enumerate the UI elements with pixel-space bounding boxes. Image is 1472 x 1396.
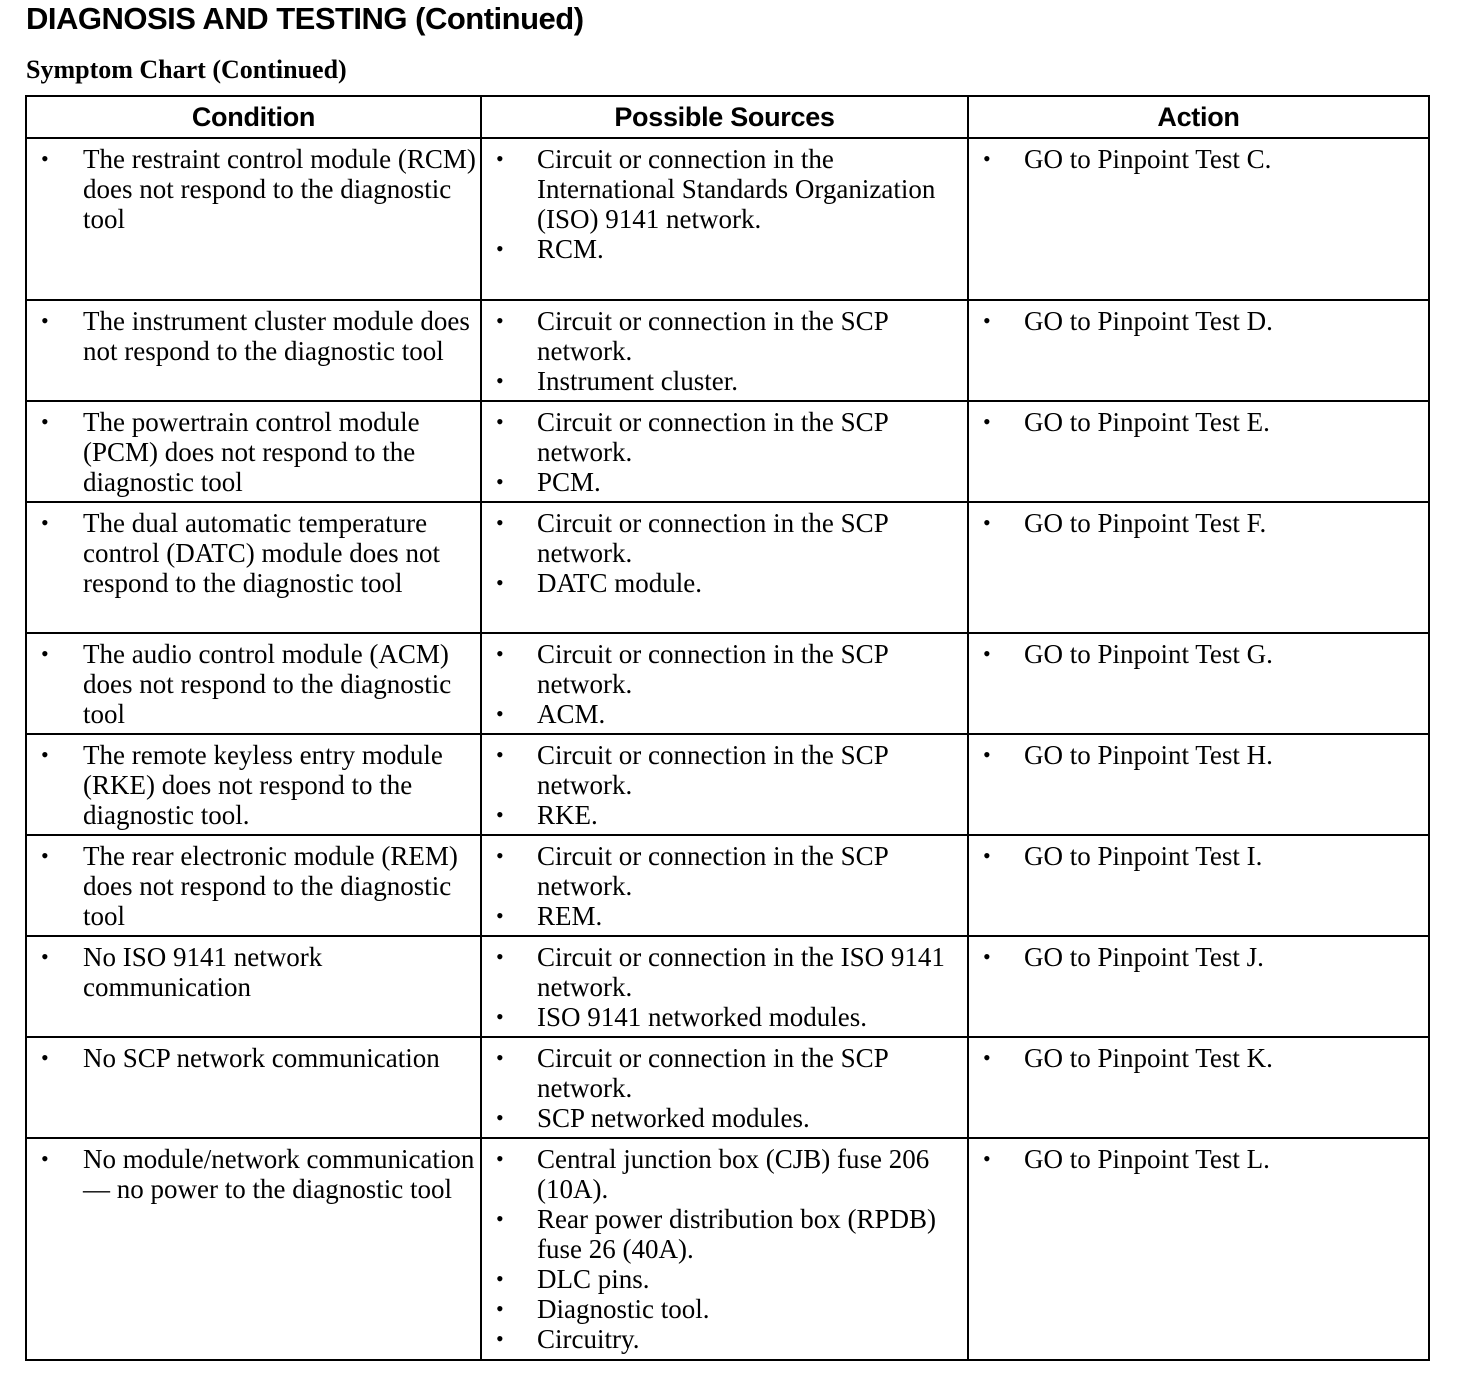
possible-source-item <box>482 1324 967 1354</box>
bullet-icon: • <box>983 641 991 666</box>
condition-list <box>27 740 480 830</box>
possible-source-text: PCM. <box>537 467 601 497</box>
condition-text: The instrument cluster module does not respond to the diagnostic tool <box>83 306 470 366</box>
condition-item <box>27 639 480 729</box>
table-row <box>26 300 1429 401</box>
action-list <box>969 639 1428 669</box>
possible-source-text: Circuit or connection in the ISO 9141 network. <box>537 942 945 1002</box>
action-list <box>969 508 1428 538</box>
condition-list <box>27 942 480 1002</box>
possible-source-text: ACM. <box>537 699 606 729</box>
bullet-icon: • <box>496 701 504 726</box>
bullet-icon: • <box>496 236 504 261</box>
condition-text: The powertrain control module (PCM) does not respond to the diagnostic tool <box>83 407 420 497</box>
action-cell <box>968 1037 1429 1138</box>
bullet-icon: • <box>496 1296 504 1321</box>
table-row <box>26 502 1429 633</box>
action-item <box>969 306 1428 336</box>
action-item <box>969 1043 1428 1073</box>
possible-source-item <box>482 366 967 396</box>
possible-sources-cell <box>481 835 968 936</box>
possible-source-text: ISO 9141 networked modules. <box>537 1002 867 1032</box>
possible-sources-cell <box>481 734 968 835</box>
possible-source-item <box>482 467 967 497</box>
bullet-icon: • <box>983 510 991 535</box>
condition-text: The dual automatic temperature control (DATC) module does not respond to the diagnostic tool <box>83 508 440 598</box>
bullet-icon: • <box>496 843 504 868</box>
possible-source-text: SCP networked modules. <box>537 1103 810 1133</box>
action-list <box>969 1043 1428 1073</box>
action-cell <box>968 936 1429 1037</box>
bullet-icon: • <box>496 1146 504 1171</box>
condition-item <box>27 942 480 1002</box>
bullet-icon: • <box>983 944 991 969</box>
table-row <box>26 835 1429 936</box>
table-row <box>26 138 1429 300</box>
possible-source-text: RKE. <box>537 800 598 830</box>
action-cell <box>968 502 1429 633</box>
possible-sources-cell <box>481 300 968 401</box>
possible-source-item <box>482 508 967 568</box>
condition-cell <box>26 1138 481 1360</box>
action-item <box>969 841 1428 871</box>
possible-source-item <box>482 639 967 699</box>
possible-sources-list <box>482 639 967 729</box>
condition-cell <box>26 300 481 401</box>
bullet-icon: • <box>41 641 49 666</box>
possible-source-text: Diagnostic tool. <box>537 1294 710 1324</box>
table-row <box>26 633 1429 734</box>
condition-cell <box>26 138 481 300</box>
action-list <box>969 407 1428 437</box>
bullet-icon: • <box>496 742 504 767</box>
possible-source-item <box>482 1103 967 1133</box>
bullet-icon: • <box>496 469 504 494</box>
condition-text: The rear electronic module (REM) does not respond to the diagnostic tool <box>83 841 458 931</box>
possible-source-text: Instrument cluster. <box>537 366 738 396</box>
possible-sources-list <box>482 144 967 264</box>
action-text: GO to Pinpoint Test H. <box>1024 740 1273 770</box>
action-text: GO to Pinpoint Test L. <box>1024 1144 1270 1174</box>
possible-source-text: Circuit or connection in the SCP network. <box>537 407 888 467</box>
bullet-icon: • <box>983 308 991 333</box>
possible-source-item <box>482 740 967 800</box>
bullet-icon: • <box>496 570 504 595</box>
bullet-icon: • <box>496 368 504 393</box>
condition-list <box>27 1144 480 1204</box>
condition-list <box>27 144 480 234</box>
bullet-icon: • <box>983 1146 991 1171</box>
bullet-icon: • <box>983 843 991 868</box>
action-list <box>969 306 1428 336</box>
bullet-icon: • <box>41 409 49 434</box>
condition-item <box>27 1043 480 1073</box>
possible-source-text: REM. <box>537 901 603 931</box>
possible-source-item <box>482 942 967 1002</box>
possible-source-item <box>482 407 967 467</box>
possible-source-item <box>482 234 967 264</box>
condition-cell <box>26 1037 481 1138</box>
table-row <box>26 734 1429 835</box>
possible-source-text: Circuit or connection in the SCP network. <box>537 639 888 699</box>
condition-cell <box>26 835 481 936</box>
possible-source-item <box>482 699 967 729</box>
possible-source-text: Circuit or connection in the SCP network. <box>537 508 888 568</box>
possible-source-text: Circuitry. <box>537 1324 640 1354</box>
symptom-table <box>25 95 1430 1361</box>
bullet-icon: • <box>41 308 49 333</box>
condition-item <box>27 841 480 931</box>
possible-sources-cell <box>481 1037 968 1138</box>
possible-source-item <box>482 144 967 234</box>
action-text: GO to Pinpoint Test D. <box>1024 306 1273 336</box>
possible-source-item <box>482 1204 967 1264</box>
column-header-action: Action <box>968 96 1429 138</box>
condition-item <box>27 306 480 366</box>
action-item <box>969 508 1428 538</box>
possible-source-text: Circuit or connection in the SCP network. <box>537 740 888 800</box>
possible-sources-list <box>482 942 967 1032</box>
possible-source-item <box>482 841 967 901</box>
condition-list <box>27 306 480 366</box>
bullet-icon: • <box>496 1326 504 1351</box>
action-list <box>969 1144 1428 1174</box>
possible-source-text: RCM. <box>537 234 604 264</box>
bullet-icon: • <box>496 409 504 434</box>
action-item <box>969 1144 1428 1174</box>
possible-source-item <box>482 1294 967 1324</box>
possible-source-item <box>482 901 967 931</box>
bullet-icon: • <box>496 308 504 333</box>
possible-sources-cell <box>481 633 968 734</box>
action-item <box>969 942 1428 972</box>
action-cell <box>968 633 1429 734</box>
action-text: GO to Pinpoint Test K. <box>1024 1043 1273 1073</box>
bullet-icon: • <box>983 146 991 171</box>
condition-text: No module/network communication — no power to the diagnostic tool <box>83 1144 475 1204</box>
possible-sources-list <box>482 841 967 931</box>
possible-source-text: Circuit or connection in the SCP network. <box>537 841 888 901</box>
bullet-icon: • <box>496 641 504 666</box>
action-cell <box>968 300 1429 401</box>
action-text: GO to Pinpoint Test G. <box>1024 639 1273 669</box>
table-row <box>26 401 1429 502</box>
action-text: GO to Pinpoint Test I. <box>1024 841 1263 871</box>
bullet-icon: • <box>41 146 49 171</box>
action-text: GO to Pinpoint Test C. <box>1024 144 1272 174</box>
chart-title: Symptom Chart (Continued) <box>26 55 347 84</box>
condition-item <box>27 144 480 234</box>
condition-list <box>27 639 480 729</box>
possible-source-text: Circuit or connection in the SCP network. <box>537 1043 888 1103</box>
action-text: GO to Pinpoint Test E. <box>1024 407 1270 437</box>
possible-sources-cell <box>481 502 968 633</box>
bullet-icon: • <box>496 802 504 827</box>
action-cell <box>968 734 1429 835</box>
bullet-icon: • <box>983 1045 991 1070</box>
action-cell <box>968 1138 1429 1360</box>
possible-sources-cell <box>481 936 968 1037</box>
condition-text: The restraint control module (RCM) does not respond to the diagnostic tool <box>83 144 476 234</box>
possible-sources-cell <box>481 1138 968 1360</box>
possible-source-item <box>482 568 967 598</box>
bullet-icon: • <box>41 742 49 767</box>
condition-list <box>27 508 480 598</box>
condition-text: The remote keyless entry module (RKE) does not respond to the diagnostic tool. <box>83 740 443 830</box>
possible-source-text: Circuit or connection in the International Standards Organization (ISO) 9141 network. <box>537 144 936 234</box>
bullet-icon: • <box>496 146 504 171</box>
condition-item <box>27 508 480 598</box>
bullet-icon: • <box>496 1004 504 1029</box>
table-row <box>26 1138 1429 1360</box>
condition-cell <box>26 633 481 734</box>
possible-source-text: DLC pins. <box>537 1264 650 1294</box>
bullet-icon: • <box>41 510 49 535</box>
possible-source-item <box>482 1002 967 1032</box>
column-header-possible-sources: Possible Sources <box>481 96 968 138</box>
column-header-condition: Condition <box>26 96 481 138</box>
action-item <box>969 144 1428 174</box>
possible-source-item <box>482 1043 967 1103</box>
condition-item <box>27 1144 480 1204</box>
condition-cell <box>26 734 481 835</box>
possible-source-item <box>482 800 967 830</box>
table-header-row <box>26 96 1429 138</box>
bullet-icon: • <box>496 1266 504 1291</box>
bullet-icon: • <box>496 903 504 928</box>
condition-text: No ISO 9141 network communication <box>83 942 323 1002</box>
possible-source-text: Central junction box (CJB) fuse 206 (10A). <box>537 1144 930 1204</box>
action-list <box>969 144 1428 174</box>
condition-item <box>27 407 480 497</box>
bullet-icon: • <box>496 1206 504 1231</box>
action-item <box>969 740 1428 770</box>
possible-source-item <box>482 1264 967 1294</box>
bullet-icon: • <box>496 1045 504 1070</box>
bullet-icon: • <box>41 944 49 969</box>
condition-item <box>27 740 480 830</box>
bullet-icon: • <box>983 409 991 434</box>
action-list <box>969 740 1428 770</box>
action-text: GO to Pinpoint Test J. <box>1024 942 1264 972</box>
bullet-icon: • <box>496 1105 504 1130</box>
table-body <box>26 138 1429 1360</box>
action-cell <box>968 835 1429 936</box>
condition-cell <box>26 401 481 502</box>
bullet-icon: • <box>41 1146 49 1171</box>
possible-sources-list <box>482 407 967 497</box>
bullet-icon: • <box>496 944 504 969</box>
action-list <box>969 942 1428 972</box>
condition-list <box>27 407 480 497</box>
possible-source-item <box>482 306 967 366</box>
bullet-icon: • <box>496 510 504 535</box>
possible-sources-cell <box>481 138 968 300</box>
possible-source-text: DATC module. <box>537 568 702 598</box>
table-row <box>26 936 1429 1037</box>
condition-list <box>27 841 480 931</box>
condition-text: No SCP network communication <box>83 1043 440 1073</box>
possible-sources-list <box>482 740 967 830</box>
condition-text: The audio control module (ACM) does not respond to the diagnostic tool <box>83 639 452 729</box>
bullet-icon: • <box>983 742 991 767</box>
possible-source-item <box>482 1144 967 1204</box>
possible-sources-cell <box>481 401 968 502</box>
possible-source-text: Circuit or connection in the SCP network. <box>537 306 888 366</box>
action-text: GO to Pinpoint Test F. <box>1024 508 1267 538</box>
possible-source-text: Rear power distribution box (RPDB) fuse 26 (40A). <box>537 1204 936 1264</box>
condition-cell <box>26 936 481 1037</box>
condition-cell <box>26 502 481 633</box>
action-cell <box>968 138 1429 300</box>
bullet-icon: • <box>41 843 49 868</box>
table-row <box>26 1037 1429 1138</box>
action-item <box>969 639 1428 669</box>
action-cell <box>968 401 1429 502</box>
condition-list <box>27 1043 480 1073</box>
possible-sources-list <box>482 508 967 598</box>
possible-sources-list <box>482 1144 967 1354</box>
possible-sources-list <box>482 306 967 396</box>
action-item <box>969 407 1428 437</box>
action-list <box>969 841 1428 871</box>
page-title: DIAGNOSIS AND TESTING (Continued) <box>26 1 584 36</box>
bullet-icon: • <box>41 1045 49 1070</box>
possible-sources-list <box>482 1043 967 1133</box>
